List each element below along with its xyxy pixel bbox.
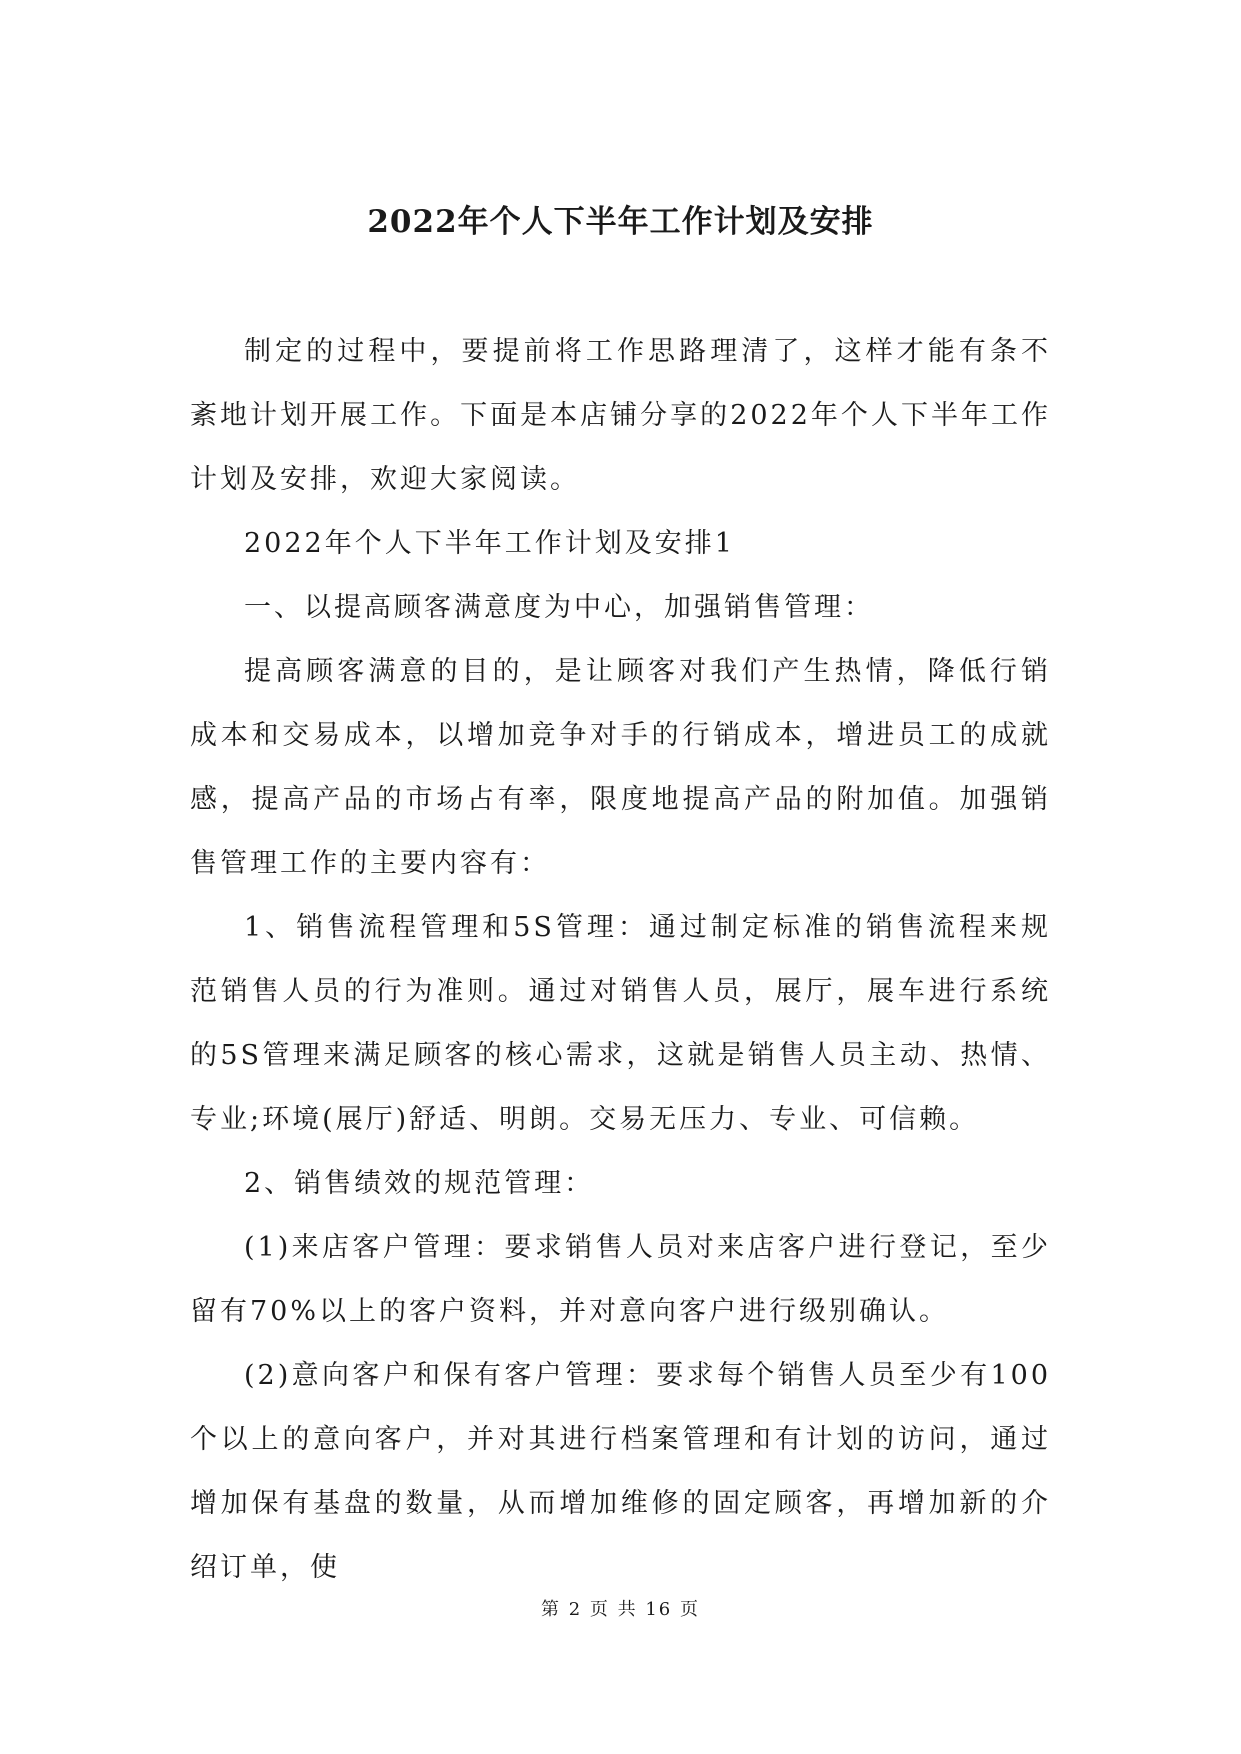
paragraph-item-1: 1、销售流程管理和5S管理：通过制定标准的销售流程来规范销售人员的行为准则。通过对销售人员，展厅，展车进行系统的5S管理来满足顾客的核心需求，这就是销售人员主动、热情、专业;环境(展厅)舒适、明朗。交易无压力、专业、可信赖。 — [190, 912, 1051, 1135]
page-footer: 第 2 页 共 16 页 — [541, 1599, 700, 1620]
document-title: 2022年个人下半年工作计划及安排 — [367, 204, 874, 240]
paragraph-subitem-1: (1)来店客户管理：要求销售人员对来店客户进行登记，至少留有70%以上的客户资料，并对意向客户进行级别确认。 — [190, 1232, 1051, 1327]
paragraph-section-heading: 2022年个人下半年工作计划及安排1 — [244, 528, 735, 559]
paragraph-item-2: 2、销售绩效的规范管理： — [244, 1168, 595, 1199]
paragraph-intro: 制定的过程中，要提前将工作思路理清了，这样才能有条不紊地计划开展工作。下面是本店铺分享的2022年个人下半年工作计划及安排，欢迎大家阅读。 — [190, 336, 1051, 495]
paragraph-heading-one: 一、以提高顾客满意度为中心，加强销售管理： — [244, 592, 874, 623]
paragraph-satisfaction: 提高顾客满意的目的，是让顾客对我们产生热情，降低行销成本和交易成本，以增加竞争对手的行销成本，增进员工的成就感，提高产品的市场占有率，限度地提高产品的附加值。加强销售管理工作的主要内容有： — [190, 656, 1051, 879]
document-body — [190, 320, 1051, 1600]
paragraph-subitem-2: (2)意向客户和保有客户管理：要求每个销售人员至少有100个以上的意向客户，并对其进行档案管理和有计划的访问，通过增加保有基盘的数量，从而增加维修的固定顾客，再增加新的介绍订单，使 — [190, 1360, 1051, 1583]
